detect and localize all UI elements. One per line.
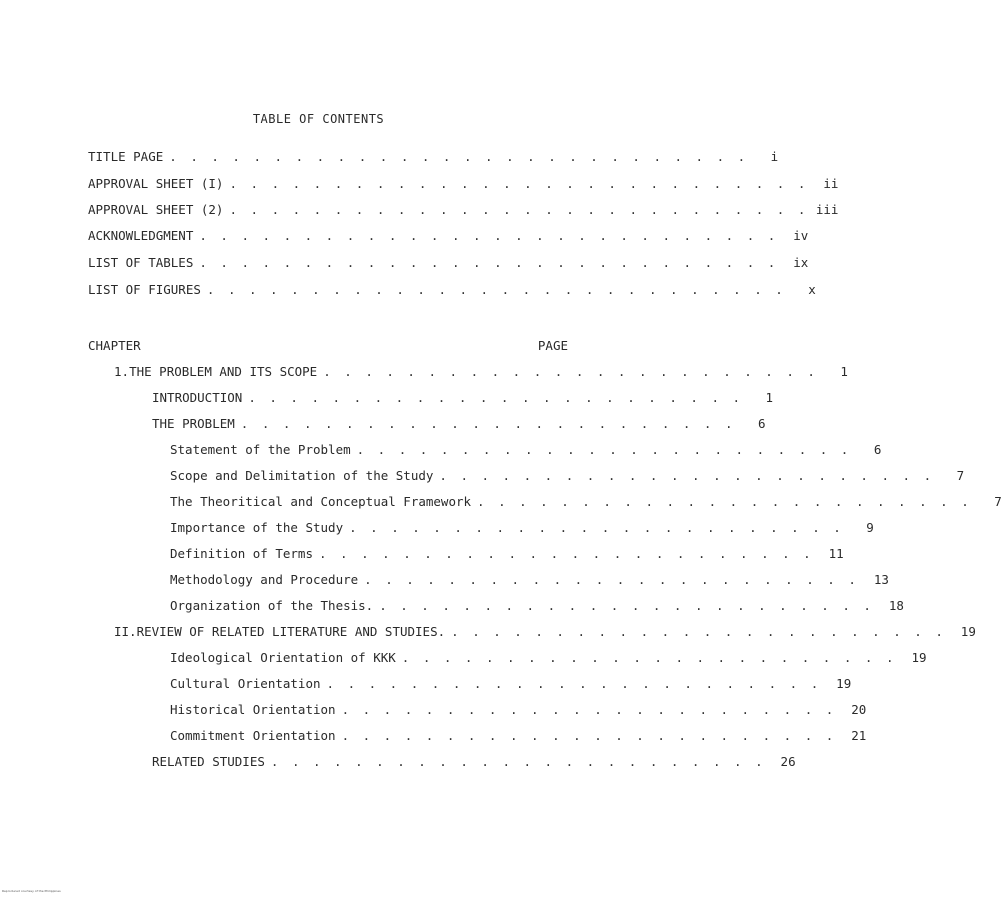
toc-entry-approval-sheet-2 [88,200,839,220]
toc-entry-related-studies [152,752,796,772]
toc-entry-label: APPROVAL SHEET (I) [88,176,224,191]
toc-entry-label: The Theoritical and Conceptual Framework [170,494,472,509]
toc-entry-label: LIST OF FIGURES [88,282,201,297]
leader-dots: . . . . . . . . . . . . . . . . . . . . . . . . . . . . [206,282,786,297]
toc-entry-label: RELATED STUDIES [152,754,265,769]
toc-entry-label: Definition of Terms [170,546,313,561]
toc-entry-page: iii [815,202,839,217]
toc-entry-page: 19 [836,676,852,691]
toc-entry-definition [170,544,844,564]
toc-entry-importance [170,518,874,538]
leader-dots: . . . . . . . . . . . . . . . . . . . . . . . . [341,702,837,717]
footer-note: Reproduced courtesy of the Philippines [2,889,61,893]
toc-entry-statement [170,440,882,460]
toc-entry-page: 21 [851,728,867,743]
leader-dots: . . . . . . . . . . . . . . . . . . . . . . . . [270,754,766,769]
leader-dots: . . . . . . . . . . . . . . . . . . . . . . . . [439,468,935,483]
toc-entry-title-page [88,147,779,167]
toc-entry-label: REVIEW OF RELATED LITERATURE AND STUDIES. [136,624,446,639]
toc-entry-ideological [170,648,927,668]
toc-entry-page: 19 [911,650,927,665]
toc-entry-the-problem [152,414,766,434]
toc-entry-page: 9 [866,520,874,535]
toc-entry-label: Scope and Delimitation of the Study [170,468,434,483]
toc-entry-page: 18 [888,598,904,613]
chapter-number: II. [114,624,137,639]
toc-entry-label: Commitment Orientation [170,728,336,743]
toc-entry-page: iv [793,228,809,243]
toc-entry-page: 1 [840,364,848,379]
toc-entry-chapter-2 [114,622,976,642]
leader-dots: . . . . . . . . . . . . . . . . . . . . . . . . [323,364,818,379]
chapter-number: 1. [114,364,130,379]
toc-entry-label: Organization of the Thesis. [170,598,374,613]
chapter-page-header [88,336,568,356]
toc-entry-page: 20 [851,702,867,717]
toc-entry-cultural [170,674,852,694]
leader-dots: . . . . . . . . . . . . . . . . . . . . . . . . [319,546,814,561]
leader-dots: . . . . . . . . . . . . . . . . . . . . . . . . [248,390,744,405]
leader-dots: . . . . . . . . . . . . . . . . . . . . . . . . . . . . [229,202,809,217]
toc-entry-label: LIST OF TABLES [88,255,194,270]
toc-entry-label: Statement of the Problem [170,442,351,457]
toc-entry-page: 26 [780,754,796,769]
toc-entry-approval-sheet-1 [88,174,839,194]
toc-entry-historical [170,700,867,720]
leader-dots: . . . . . . . . . . . . . . . . . . . . . . . . . . . . [199,228,779,243]
leader-dots: . . . . . . . . . . . . . . . . . . . . . . . . [451,624,946,639]
chapter-header-label: CHAPTER [88,338,141,353]
toc-entry-methodology [170,570,889,590]
toc-entry-page: 13 [873,572,889,587]
page-title: TABLE OF CONTENTS [252,112,385,126]
toc-entry-page: 1 [765,390,774,405]
leader-dots: . . . . . . . . . . . . . . . . . . . . . . . . [364,572,859,587]
leader-dots: . . . . . . . . . . . . . . . . . . . . . . . . [326,676,822,691]
toc-entry-page: 6 [873,442,882,457]
toc-entry-list-of-tables [88,253,809,273]
toc-entry-page: ix [793,255,809,270]
toc-entry-label: Historical Orientation [170,702,336,717]
toc-entry-page: x [808,282,816,297]
toc-entry-label: THE PROBLEM AND ITS SCOPE [129,364,318,379]
toc-entry-page: ii [823,176,839,191]
leader-dots: . . . . . . . . . . . . . . . . . . . . . . . . [349,520,844,535]
toc-entry-page: 19 [960,624,976,639]
toc-entry-organization [170,596,904,616]
toc-entry-label: Importance of the Study [170,520,344,535]
leader-dots: . . . . . . . . . . . . . . . . . . . . . . . . [341,728,837,743]
leader-dots: . . . . . . . . . . . . . . . . . . . . . . . . [477,494,972,509]
toc-entry-label: Ideological Orientation of KKK [170,650,396,665]
page-header-label: PAGE [537,338,568,353]
toc-entry-list-of-figures [88,280,816,300]
toc-entry-page: i [770,149,779,164]
toc-entry-label: APPROVAL SHEET (2) [88,202,224,217]
toc-entry-acknowledgment [88,226,809,246]
toc-entry-label: INTRODUCTION [152,390,243,405]
toc-entry-label: ACKNOWLEDGMENT [88,228,194,243]
toc-entry-introduction [152,388,774,408]
leader-dots: . . . . . . . . . . . . . . . . . . . . . . . . [379,598,874,613]
toc-entry-page: 6 [757,416,766,431]
toc-entry-page: 11 [828,546,844,561]
toc-entry-label: Methodology and Procedure [170,572,359,587]
leader-dots: . . . . . . . . . . . . . . . . . . . . . . . . [240,416,736,431]
leader-dots: . . . . . . . . . . . . . . . . . . . . . . . . . . . . [229,176,809,191]
toc-entry-framework [170,492,1002,512]
toc-entry-label: Cultural Orientation [170,676,321,691]
leader-dots: . . . . . . . . . . . . . . . . . . . . . . . . [401,650,897,665]
leader-dots: . . . . . . . . . . . . . . . . . . . . . . . . . . . . [169,149,749,164]
toc-entry-commitment [170,726,867,746]
toc-entry-label: TITLE PAGE [88,149,164,164]
leader-dots: . . . . . . . . . . . . . . . . . . . . . . . . [356,442,852,457]
toc-entry-label: THE PROBLEM [152,416,235,431]
toc-entry-page: 7 [956,468,965,483]
toc-entry-page: 7 [994,494,1002,509]
toc-entry-scope [170,466,965,486]
leader-dots: . . . . . . . . . . . . . . . . . . . . . . . . . . . . [199,255,779,270]
toc-entry-chapter-1 [114,362,848,382]
